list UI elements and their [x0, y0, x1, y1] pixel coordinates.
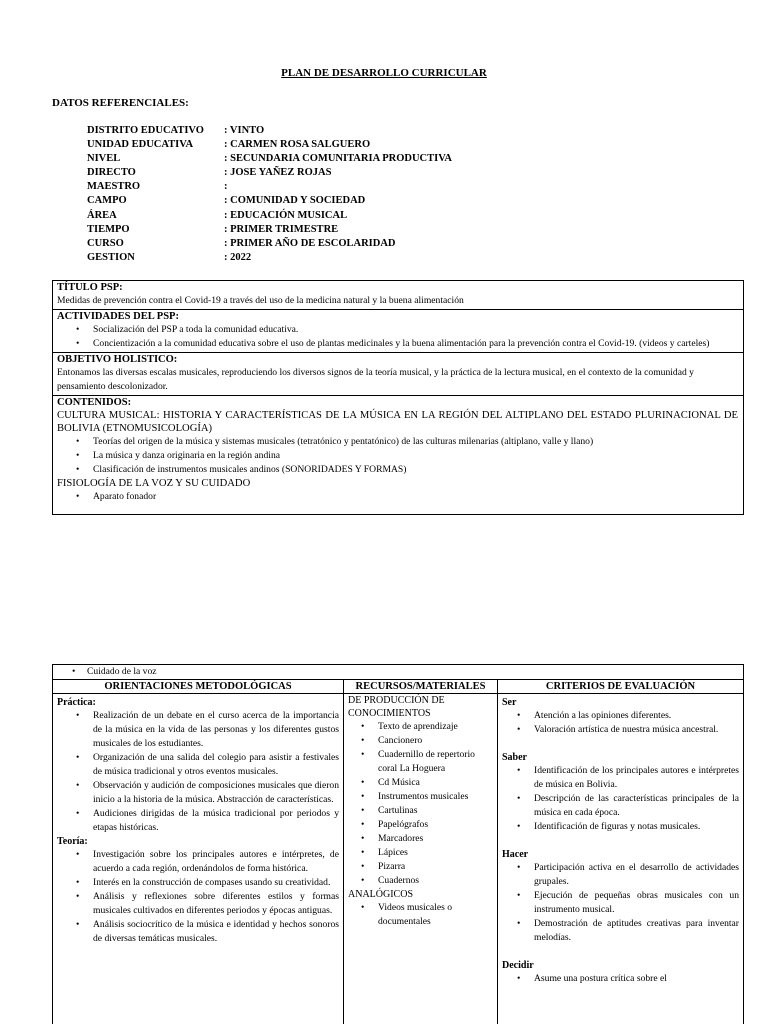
list-item: • Instrumentos musicales: [378, 790, 493, 804]
recursos-column: [344, 680, 498, 1024]
reference-row: [87, 251, 452, 265]
list-item: • Análisis sociocrítico de la música e identidad y hechos sonoros de diversas temáticas musicales.: [93, 918, 339, 946]
column-header: CRITERIOS DE EVALUACIÓN: [498, 680, 743, 694]
teoria-list: [57, 848, 339, 946]
list-item: • Interés en la construcción de compases usando su creatividad.: [93, 876, 339, 890]
produccion-list: [348, 720, 493, 888]
list-item: • La música y danza originaria en la región andina: [93, 449, 738, 463]
list-item: • Cancionero: [378, 734, 493, 748]
reference-value: : JOSE YAÑEZ ROJAS: [224, 167, 332, 179]
list-item: • Cartulinas: [378, 804, 493, 818]
hacer-list: [502, 861, 739, 945]
methodology-table: [52, 664, 744, 1024]
list-item: • Identificación de los principales autores e intérpretes de música en Bolivia.: [534, 764, 739, 792]
list-item: • Papelógrafos: [378, 818, 493, 832]
objective-text: Entonamos las diversas escalas musicales, reproduciendo los diversos signos de la teoría musical, y la práctica de la lectura musical, en el contexto de la comunidad y pensamiento descolonizador.: [57, 367, 694, 392]
reference-label: UNIDAD EDUCATIVA: [87, 139, 194, 151]
contents-cell: [53, 395, 743, 505]
reference-data: [87, 124, 452, 265]
section-label: DATOS REFERENCIALES:: [52, 97, 189, 109]
decidir-label: Decidir: [502, 960, 534, 971]
saber-label: Saber: [502, 752, 527, 763]
reference-label: NIVEL: [87, 153, 121, 165]
reference-value: : SECUNDARIA COMUNITARIA PRODUCTIVA: [224, 153, 453, 165]
psp-title-label: TÍTULO PSP:: [57, 282, 123, 293]
list-item: • Cuadernos: [378, 874, 493, 888]
produccion-label: DE PRODUCCIÓN DE CONOCIMIENTOS: [348, 695, 445, 719]
reference-row: [87, 152, 452, 166]
list-item: • Valoración artística de nuestra música ancestral.: [534, 723, 739, 737]
document-title: PLAN DE DESARROLLO CURRICULAR: [281, 67, 487, 79]
list-item: • Demostración de aptitudes creativas para inventar melodías.: [534, 917, 739, 945]
list-item: • Realización de un debate en el curso acerca de la importancia de la música en la vida de las personas y los diferentes gustos musicales de los estudiantes.: [93, 709, 339, 751]
criterios-column: [498, 680, 743, 1024]
reference-row: [87, 237, 452, 251]
reference-row: [87, 194, 452, 208]
analogicos-list: [348, 901, 493, 929]
reference-label: ÁREA: [87, 209, 117, 221]
contents-list-2: [57, 490, 738, 504]
reference-label: CURSO: [87, 237, 124, 249]
list-item: • Marcadores: [378, 832, 493, 846]
reference-value: : PRIMER AÑO DE ESCOLARIDAD: [224, 237, 396, 249]
contents-heading-1: CULTURA MUSICAL: HISTORIA Y CARACTERÍSTICAS DE LA MÚSICA EN LA REGIÓN DEL ALTIPLANO DEL ESTADO PLURINACIONAL DE BOLIVIA (ETNOMUSICOLOGÍA): [57, 410, 738, 434]
contents-label: CONTENIDOS:: [57, 397, 132, 408]
reference-value: : 2022: [224, 251, 252, 263]
reference-value: : EDUCACIÓN MUSICAL: [224, 209, 348, 221]
reference-value: : PRIMER TRIMESTRE: [224, 223, 339, 235]
list-item: • Concientización a la comunidad educativa sobre el uso de plantas medicinales y la buena alimentación para la prevención contra el Covid-19. (videos y carteles): [93, 337, 738, 351]
analogicos-label: ANALÓGICOS: [348, 889, 413, 900]
orientaciones-column: [53, 680, 344, 1024]
reference-row: [87, 166, 452, 180]
list-item: • Clasificación de instrumentos musicales andinos (SONORIDADES Y FORMAS): [93, 463, 738, 477]
list-item: • Asume una postura crítica sobre el: [534, 972, 739, 986]
psp-activities-cell: [53, 309, 743, 352]
practica-label: Práctica:: [57, 697, 96, 708]
psp-activities-label: ACTIVIDADES DEL PSP:: [57, 311, 179, 322]
objective-cell: [53, 352, 743, 395]
reference-row: [87, 223, 452, 237]
list-item: • Audiciones dirigidas de la música tradicional por periodos y etapas históricas.: [93, 807, 339, 835]
ser-label: Ser: [502, 697, 517, 708]
teoria-label: Teoría:: [57, 836, 88, 847]
list-item: • Participación activa en el desarrollo de actividades grupales.: [534, 861, 739, 889]
psp-title-text: Medidas de prevención contra el Covid-19 a través del uso de la medicina natural y la buena alimentación: [57, 295, 464, 306]
reference-label: MAESTRO: [87, 181, 141, 193]
reference-value: : CARMEN ROSA SALGUERO: [224, 139, 371, 151]
reference-label: GESTION: [87, 251, 135, 263]
psp-title-cell: [53, 281, 743, 309]
list-item: • Videos musicales o documentales: [378, 901, 493, 929]
ser-list: [502, 709, 739, 737]
carry-over-item: • Cuidado de la voz: [53, 665, 743, 680]
reference-label: CAMPO: [87, 195, 127, 207]
reference-label: DIRECTO: [87, 167, 136, 179]
list-item: • Observación y audición de composiciones musicales que dieron inicio a la historia de la música. Abstracción de características.: [93, 779, 339, 807]
reference-value: : COMUNIDAD Y SOCIEDAD: [224, 195, 366, 207]
list-item: • Teorías del origen de la música y sistemas musicales (tetratónico y pentatónico) de las culturas milenarias (altiplano, valle y llano): [93, 435, 738, 449]
reference-label: TIEMPO: [87, 223, 130, 235]
objective-label: OBJETIVO HOLISTICO:: [57, 354, 178, 365]
list-item: • Aparato fonador: [93, 490, 738, 504]
reference-row: [87, 180, 452, 194]
list-item: • Cuadernillo de repertorio coral La Hoguera: [378, 748, 493, 776]
contents-list-1: [57, 435, 738, 477]
psp-table: [52, 280, 744, 515]
reference-row: [87, 124, 452, 138]
list-item: • Descripción de las características principales de la música en cada época.: [534, 792, 739, 820]
reference-row: [87, 138, 452, 152]
list-item: • Pizarra: [378, 860, 493, 874]
list-item: • Socialización del PSP a toda la comunidad educativa.: [93, 323, 738, 337]
column-header: ORIENTACIONES METODOLÓGICAS: [53, 680, 343, 694]
list-item: • Identificación de figuras y notas musicales.: [534, 820, 739, 834]
list-item: • Atención a las opiniones diferentes.: [534, 709, 739, 723]
column-header: RECURSOS/MATERIALES: [344, 680, 497, 694]
reference-label: DISTRITO EDUCATIVO: [87, 125, 204, 136]
practica-list: [57, 709, 339, 835]
saber-list: [502, 764, 739, 834]
list-item: • Investigación sobre los principales autores e intérpretes, de acuerdo a cada región, ordenándolos de forma histórica.: [93, 848, 339, 876]
hacer-label: Hacer: [502, 849, 529, 860]
reference-row: [87, 209, 452, 223]
list-item: • Análisis y reflexiones sobre diferentes estilos y formas musicales cultivados en diferentes periodos y épocas antiguas.: [93, 890, 339, 918]
reference-value: :: [224, 181, 228, 193]
list-item: • Organización de una salida del colegio para asistir a festivales de música tradicional y otros eventos musicales.: [93, 751, 339, 779]
list-item: • Cd Música: [378, 776, 493, 790]
list-item: • Texto de aprendizaje: [378, 720, 493, 734]
psp-activities-list: [57, 323, 738, 351]
contents-heading-2: FISIOLOGÍA DE LA VOZ Y SU CUIDADO: [57, 478, 251, 489]
reference-value: : VINTO: [224, 125, 265, 136]
list-item: • Lápices: [378, 846, 493, 860]
list-item: • Ejecución de pequeñas obras musicales con un instrumento musical.: [534, 889, 739, 917]
decidir-list: [502, 972, 739, 986]
